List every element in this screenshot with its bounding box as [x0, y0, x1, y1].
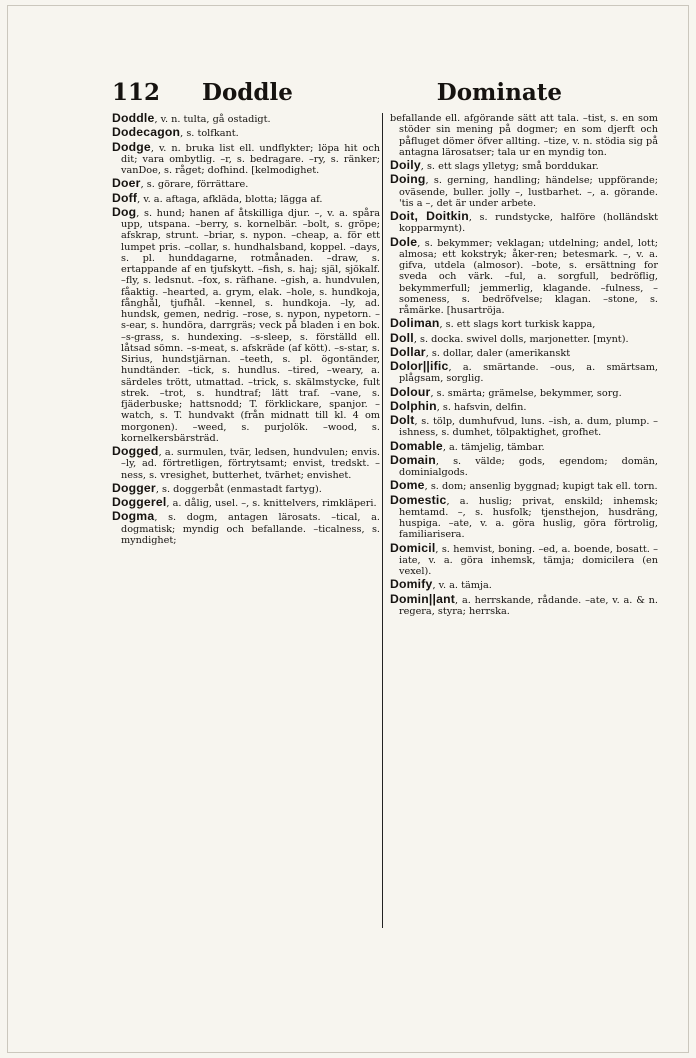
- entry-headword: Domicil: [390, 540, 436, 555]
- entry-headword: Domin||ant: [390, 591, 456, 606]
- entry-headword: Dolor||ific: [390, 359, 449, 373]
- dictionary-entry: [112, 497, 380, 509]
- dictionary-entry: [390, 452, 658, 479]
- entry-definition: , s. dogm, antagen lärosats. –tical, a. dogmatisk; myndig och befallande. –ticalness, s. myndighet;: [121, 512, 380, 546]
- dictionary-entry: [390, 415, 658, 439]
- entry-definition: , s. tolfkant.: [180, 128, 239, 140]
- entry-definition: , v. n. tulta, gå ostadigt.: [154, 114, 271, 125]
- right-column: [390, 113, 658, 933]
- entry-headword: Doily: [390, 158, 421, 172]
- entry-headword: Dolt: [390, 413, 415, 427]
- entry-headword: Domain: [390, 452, 436, 467]
- entry-definition: , a. dålig, usel. –, s. knittelvers, rimkläperi.: [166, 498, 377, 509]
- entry-definition: , s. smärta; grämelse, bekymmer, sorg.: [430, 387, 622, 399]
- dictionary-entry: [390, 492, 658, 541]
- dictionary-entry: [390, 384, 658, 399]
- entry-headword: Dodecagon: [112, 125, 181, 140]
- dictionary-entry: [390, 540, 658, 578]
- entry-headword: Doer: [112, 176, 141, 191]
- column-divider: [382, 113, 383, 928]
- dictionary-entry: [390, 361, 658, 385]
- entry-definition: , s. hafsvin, delfin.: [436, 401, 527, 413]
- entry-definition: , a. tämjelig, tämbar.: [442, 441, 545, 453]
- entry-headword: Dogma: [112, 509, 155, 524]
- entry-definition: , v. n. bruka list ell. undflykter; löpa hit och dit; vara ombytlig. –r, s. bedragare. –ry, s. ränker; vanDoe, s. råget; dofhind. [kelmodighet.: [121, 142, 380, 176]
- entry-headword: Doliman: [390, 316, 440, 331]
- dictionary-entry: [390, 330, 658, 345]
- entry-definition: , s. hemvist, boning. –ed, a. boende, bosatt. –iate, v. a. göra inhemsk, tämja; domicilera (en vexel).: [399, 543, 658, 577]
- left-column: [112, 113, 380, 933]
- dictionary-entry: [112, 127, 380, 139]
- dictionary-entry: [390, 160, 658, 172]
- entry-definition: , s. ett slags kort turkisk kappa,: [439, 319, 596, 331]
- left-guide-word: Doddle: [202, 79, 293, 106]
- entry-definition: , a. herrskande, rådande. –ate, v. a. & n. regera, styra; herrska.: [399, 594, 658, 617]
- entry-definition: , a. surmulen, tvär, ledsen, hundvulen; envis. –ly, ad. förtretligen, förtrytsamt; envist, tredskt. –ness, s. vresighet, butterhet, tvärhet; envishet.: [121, 447, 380, 481]
- dictionary-entry: [112, 139, 380, 177]
- entry-definition: , s. dom; ansenlig byggnad; kupigt tak ell. torn.: [424, 481, 658, 493]
- entry-definition: , s. dollar, daler (amerikanskt: [425, 347, 571, 359]
- page-number: 112: [112, 79, 161, 106]
- entry-headword: Dogged: [112, 444, 159, 458]
- entry-definition: , s. bekymmer; veklagan; utdelning; andel, lott; almosa; ett kokstryk; åker-ren; betesmark. –, v. a. gifva, utdela (almosor). –bote, s. ersättning for sveda och värk. –ful, a. sorgfull, bedröflig, bekymmerfull; jemmerlig, klagande. –fulness, –someness, s. bedröfvelse; klagan. –stone, s. råmärke. [husartröja.: [399, 237, 658, 316]
- entry-headword: Doing: [390, 172, 426, 187]
- dictionary-entry: [112, 446, 380, 481]
- entry-headword: Dodge: [112, 139, 151, 154]
- entry-headword: Doit, Doitkin: [390, 209, 469, 223]
- entry-headword: Dollar: [390, 344, 426, 359]
- entry-headword: Doll: [390, 330, 414, 345]
- entry-headword: Domestic: [390, 492, 447, 507]
- entry-headword: Dolour: [390, 384, 431, 399]
- entry-definition: , a. huslig; privat, enskild; inhemsk; hemtamd. –, s. husfolk; tjensthejon, husdräng, huspiga. –ate, v. a. göra huslig, göra förtrolig, familiarisera.: [399, 495, 658, 541]
- entry-definition: , s. docka. swivel dolls, marjonetter. [mynt).: [413, 333, 629, 345]
- dictionary-entry: [112, 113, 380, 125]
- dictionary-entry: [390, 211, 658, 235]
- dictionary-entry: [390, 113, 658, 158]
- dictionary-entry: [112, 480, 380, 495]
- entry-definition: , a. smärtande. –ous, a. smärtsam, plågsam, sorglig.: [399, 362, 658, 385]
- dictionary-entry: [112, 204, 380, 444]
- entry-headword: Dome: [390, 478, 425, 493]
- dictionary-entry: [390, 234, 658, 317]
- entry-definition: , v. a. tämja.: [432, 580, 492, 592]
- entry-headword: Doggerel: [112, 495, 167, 509]
- entry-headword: Domify: [390, 577, 433, 592]
- dictionary-entry: [112, 178, 380, 190]
- entry-headword: Doff: [112, 190, 138, 205]
- entry-headword: Domable: [390, 438, 443, 453]
- dictionary-entry: [390, 318, 658, 330]
- entry-headword: Dogger: [112, 480, 156, 495]
- dictionary-entry: [112, 511, 380, 546]
- entry-definition: , s. görare, förrättare.: [140, 179, 249, 191]
- entry-definition: befallande ell. afgörande sätt att tala. –tist, s. en som stöder sin mening på dogmer; en som djerft och påfluget dömer öfver allting. –tize, v. n. stödia sig på antagna lärosatser; tala ur en myndig ton.: [390, 113, 658, 158]
- right-guide-word: Dominate: [436, 79, 562, 106]
- dictionary-entry: [390, 174, 658, 209]
- entry-definition: , v. a. aftaga, afkläda, blotta; lägga af.: [137, 193, 323, 205]
- entry-headword: Dole: [390, 234, 418, 249]
- entry-definition: , s. hund; hanen af åtskilliga djur. –, v. a. spåra upp, utspana. –berry, s. kornelbär. –bolt, s. gröpe; afskrap, strunt. –briar, s. nypon. –cheap, a. för ett lumpet pris. –collar, s. hundhalsband, koppel. –days, s. pl. hunddagarne, rotmånaden. –draw, s. ertappande af en tjufskytt. –fish, s. haj; själ, sjökalf. –fly, s. ledsnut. –fox, s. räfhane. –gish, a. hundvulen, fåaktig. –hearted, a. grym, elak. –hole, s. hundkoja, fånghål, tjufhål. –kennel, s. hundkoja. –ly, ad. hundsk, gemen, nedrig. –rose, s. nypon, nypetorn. –s-ear, s. hundöra, darrgräs; veck på bladen i en bok. –s-grass, s. hundexing. –s-sleep, s. förställd ell. låtsad sömn. –s-meat, s. afskräde (af kött). –s-star, s. Sirius, hundstjärnan. –teeth, s. pl. ögontänder, hundtänder. –tick, s. hundlus. –tired, –weary, a. särdeles trött, utmattad. –trick, s. skälmstycke, fult strek. –trot, s. hundtraf; lätt traf. –vane, s. fjäderbuske; hattsnodd; T. förklickare, spanjor. –watch, s. T. hundvakt (från midnatt till kl. 4 om morgonen). –weed, s. purjolök. –wood, s. kornelkersbärsträd.: [121, 207, 380, 444]
- entry-headword: Dolphin: [390, 398, 437, 413]
- entry-definition: , s. rundstycke, halföre (holländskt kopparmynt).: [399, 212, 658, 235]
- dictionary-entry: [390, 398, 658, 413]
- page-header: [112, 79, 562, 113]
- entry-definition: , s. välde; gods, egendom; domän, dominialgods.: [399, 455, 658, 478]
- entry-headword: Dog: [112, 204, 137, 219]
- entry-definition: , s. doggerbåt (enmastadt fartyg).: [155, 483, 322, 495]
- entry-definition: , s. tölp, dumhufvud, luns. –ish, a. dum, plump. –ishness, s. dumhet, tölpaktighet, grofhet.: [399, 416, 658, 439]
- entry-definition: , s. gerning, handling; händelse; uppförande; oväsende, buller. jolly –, lustbarhet. –, a. görande. 'tis a –, det är under arbete.: [399, 175, 658, 209]
- dictionary-entry: [390, 480, 658, 492]
- entry-headword: Doddle: [112, 113, 155, 125]
- dictionary-entry: [390, 438, 658, 453]
- dictionary-entry: [390, 344, 658, 359]
- dictionary-entry: [390, 591, 658, 618]
- dictionary-entry: [390, 579, 658, 591]
- entry-definition: , s. ett slags ylletyg; små borddukar.: [420, 161, 599, 172]
- dictionary-entry: [112, 190, 380, 205]
